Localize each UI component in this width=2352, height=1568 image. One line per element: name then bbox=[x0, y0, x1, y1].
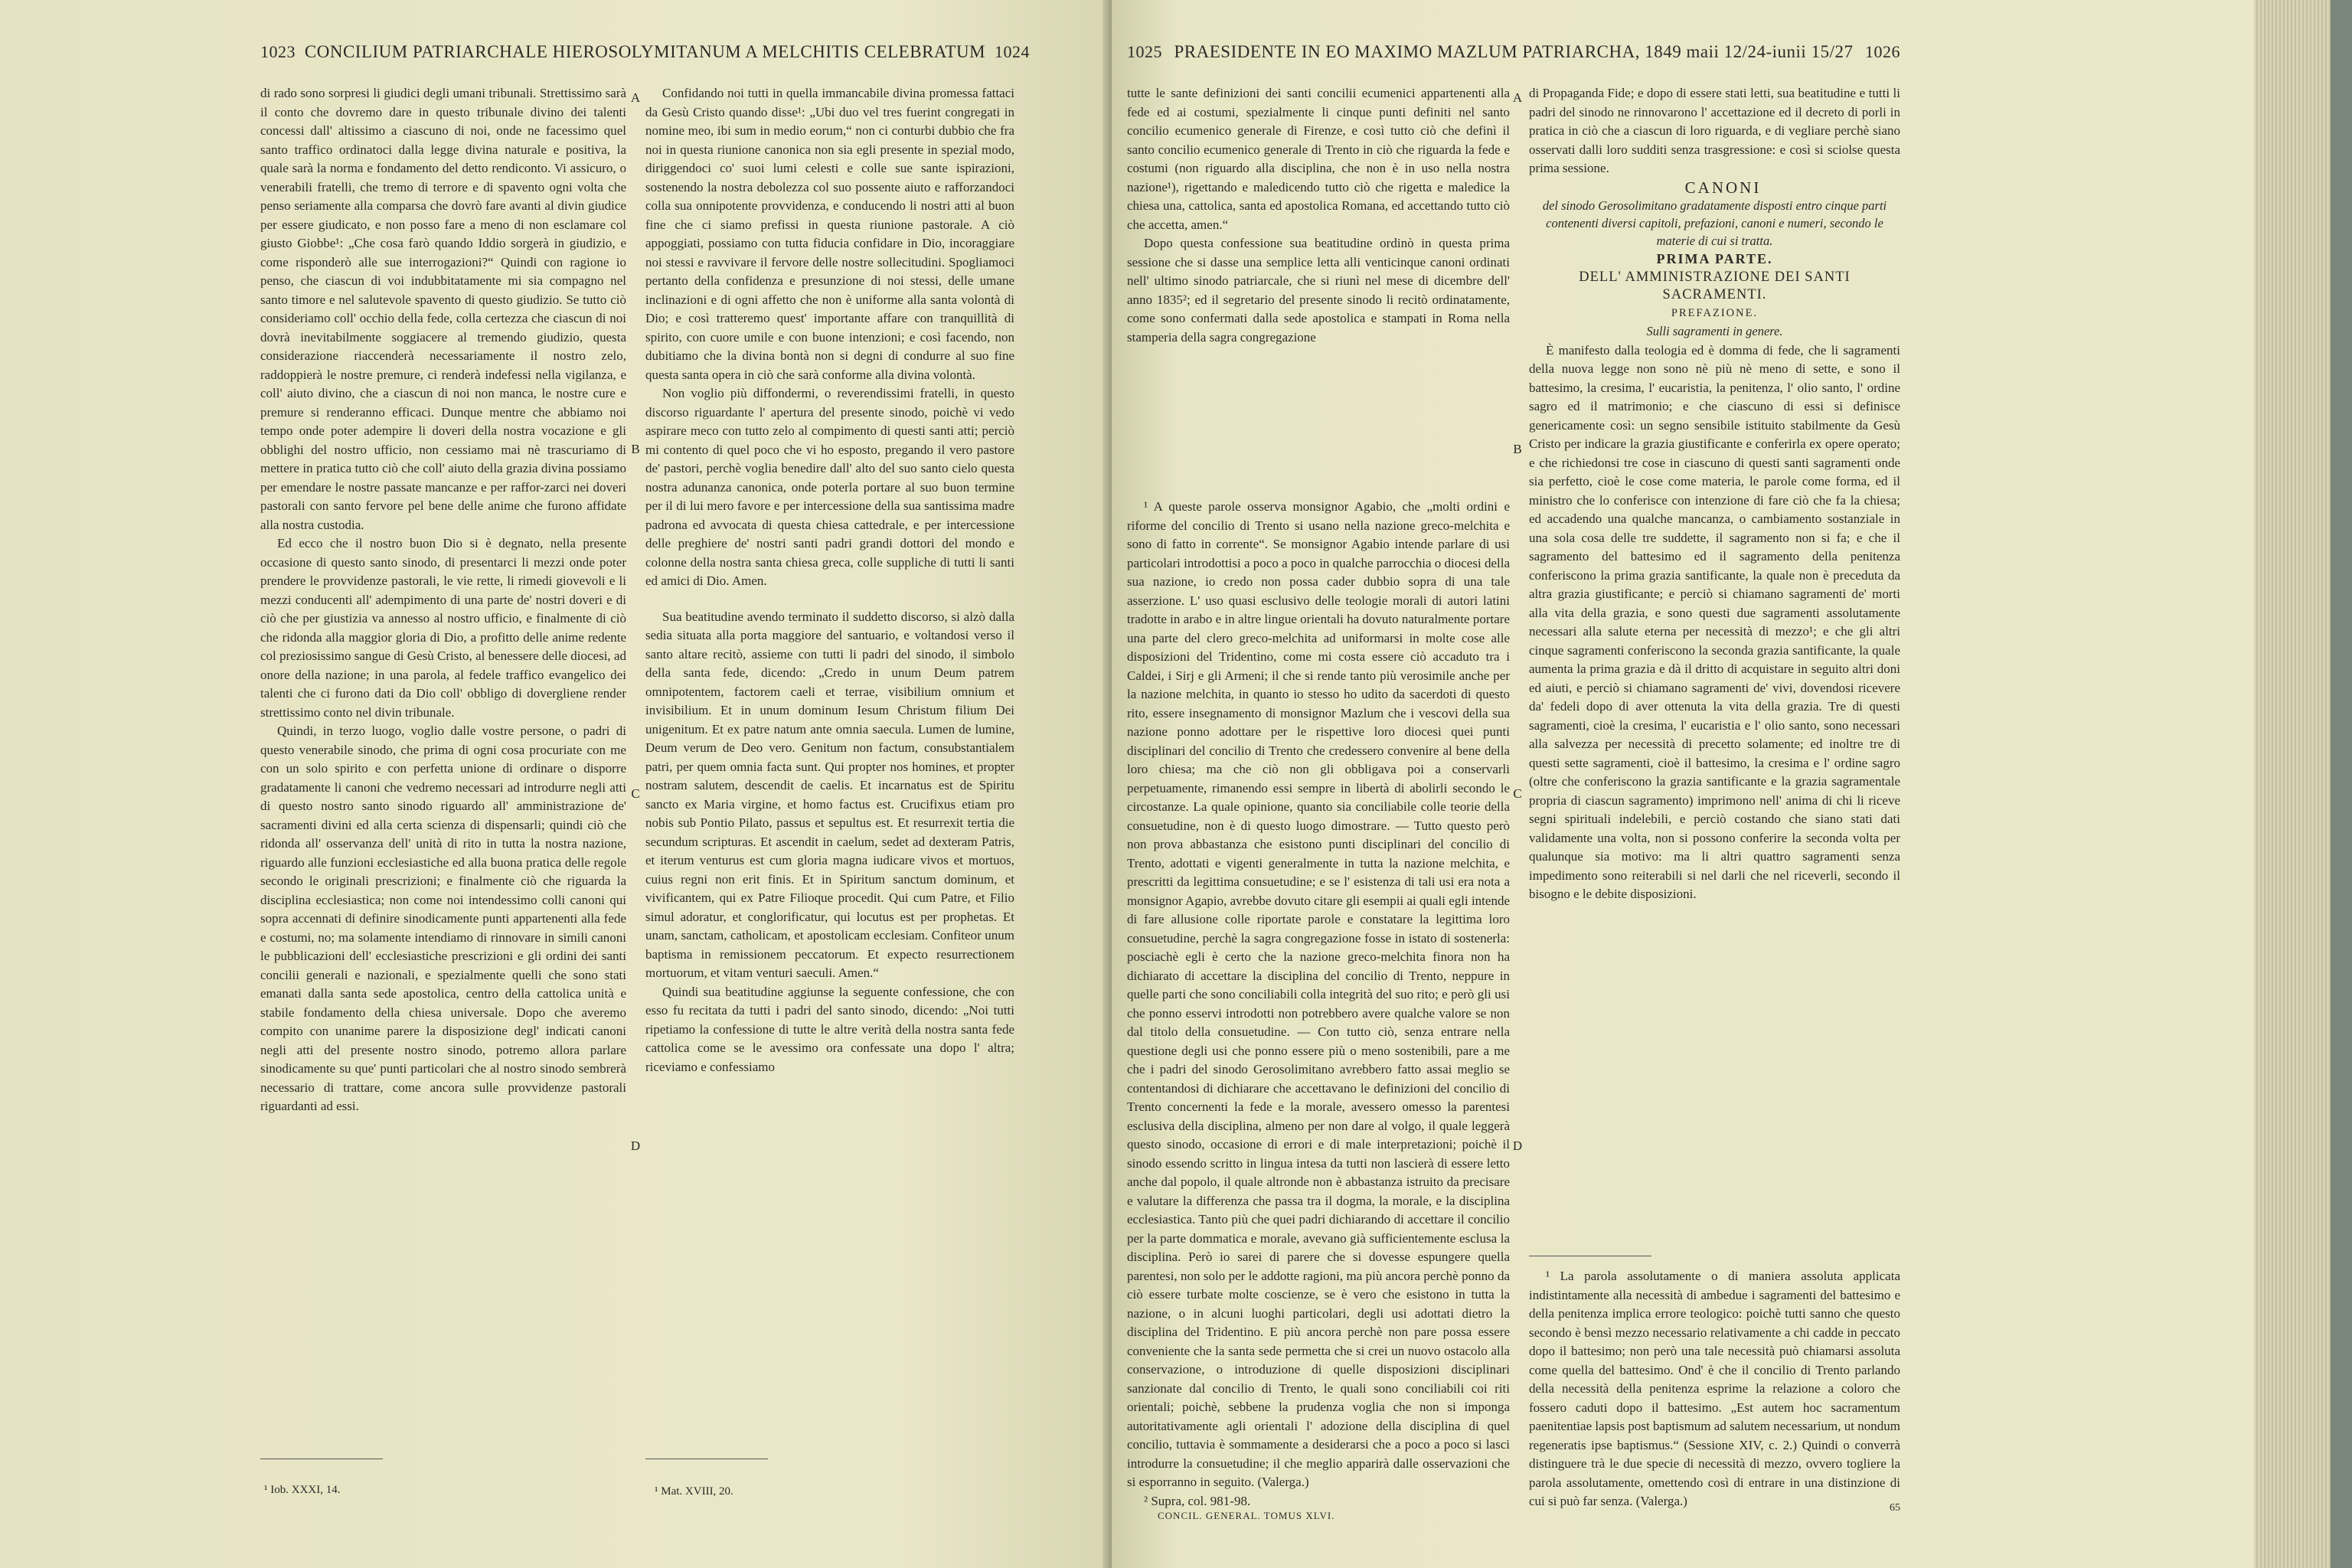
page-edges bbox=[2254, 0, 2352, 1568]
right-page bbox=[1112, 0, 2254, 1568]
footnote: ¹ La parola assolutamente o di maniera assoluta applicata indistintamente alla necessità di ambedue i sagramenti del battesimo e della penitenza implica errore teologico: poichè tutti sanno che questo secondo è bensì mezzo necessario relativamente a chi cadde in peccato dopo il battesimo; non però una tale necessità può chiamarsi assoluta come quella del battesimo. Ond' è che il concilio di Trento parlando della necessità della penitenza esprime la relazione a coloro che fossero caduti dopo il battesimo. „Est autem hoc sacramentum paenitentiae lapsis post baptismum ad salutem necessarium, ut nondum regeneratis ipse baptismus.“ (Sessione XIV, c. 2.) Quindi o converrà distinguere trà le due specie di necessità di mezzo, ovvero togliere la parola assolutamente, omettendo così di entrare in una distinzione di cui si può far senza. (Valerga.) bbox=[1529, 1269, 1900, 1508]
sheet-number: 65 bbox=[1890, 1502, 1900, 1514]
paragraph: Confidando noi tutti in quella immancabile divina promessa fattaci da Gesù Cristo quando disse¹: „Ubi duo vel tres fuerint congregati in nomine meo, ibi sum in medio eorum,“ non ci conturbi dubbio che fra noi in questa riunione canonica non sia egli presente in spezial modo, diriggendoci co' suoi lumi celesti e colle sue sante ispirazioni, sostenendo la nostra debolezza col suo possente aiuto e rafforzandoci colla sua onnipotente provvidenza, e conducendo li nostri atti al buon fine che ci siamo prefissi in questa riunione pastorale. A ciò appoggiati, possiamo con tutta fiducia confidare in Dio, incoraggiare noi stessi e ravvivare il fervore delle nostre sollecitudini. Spogliamoci pertanto della confidenza e presunzione di noi stessi, delle umane inclinazioni e di ogni affetto che non è uniforme alla santa volontà di Dio; e così tratteremo quest' importante affare con tranquillità di spirito, con cuore umile e con buone intenzioni; e così facendo, non dubitiamo che la divina bontà non si degni di condurre al suo fine questa santa opera in ciò che sarà conforme alla divina volontà. bbox=[645, 86, 1014, 382]
paragraph: Quindi sua beatitudine aggiunse la seguente confessione, che con esso fu recitata da tutti i padri del santo sinodo, dicendo: „Noi tutti ripetiamo la confessione di tutte le altre verità della nostra santa fede cattolica come se le avessimo ora confessate una dopo l' altra; riceviamo e confessiamo bbox=[645, 984, 1014, 1074]
left-running-head bbox=[260, 37, 1030, 67]
paragraph: tutte le sante definizioni dei santi concilii ecumenici appartenenti alla fede ed ai costumi, spezialmente li cinque punti definiti nel santo concilio ecumenico generale di Firenze, e così tutto ciò che definì il santo concilio ecumenico generale di Trento in ciò che riguarda la fede e costumi (non riguardo alla disciplina, che non è in uso nella nostra nazione¹), rigettando e maledicendo tutto ciò che rigetta e maledice la chiesa una, cattolica, santa ed apostolica Romana, ed accettando tutto ciò che accetta, amen.“ bbox=[1127, 86, 1510, 232]
margin-marker-b: B bbox=[1513, 442, 1522, 456]
left-column-1 bbox=[260, 84, 626, 1332]
part-heading: PRIMA PARTE. bbox=[1656, 251, 1773, 266]
margin-marker-d: D bbox=[630, 1138, 641, 1153]
margin-marker-a: A bbox=[630, 90, 641, 105]
paragraph: di rado sono sorpresi li giudici degli umani tribunali. Strettissimo sarà il conto che dovremo dare in questo tribunale divino dei talenti concessi dall' altissimo a ciascuno di noi, onde ne facessimo quel santo traffico ordinatoci dalla legge divina naturale e positiva, la quale sarà la norma e fondamento del detto rendiconto. Vi assicuro, o venerabili fratelli, che tremo di terrore e di spavento ogni volta che penso seriamente alla comparsa che dovrò fare avanti al divin giudice per essere giudicato, e non posso fare a meno di non esclamare col giusto Giobbe¹: „Che cosa farò quando Iddio sorgerà in giudizio, e come risponderò alle sue interrogazioni?“ Quindi con ragione io penso, che ciascun di voi indubbitatamente mi sia compagno nel santo timore e nel salutevole spavento di questo giudizio. Se tutto ciò consideriamo coll' occhio della fede, colla certezza che ciascun di noi dovrà inevitabilmente soggiacere al tremendo giudizio, questa considerazione riaccenderà necessariamente il nostro zelo, raddoppierà le nostre premure, ci renderà indefessi nella vigilanza, e coll' aiuto divino, che a ciascun di noi non manca, le nostre cure e premure si renderanno efficaci. Dunque mentre che abbiamo noi tempo onde poter adempire li doveri della nostra vocazione e gli obblighi del nostro ufficio, non cessiamo mai nè trascuriamo di mettere in pratica tutto ciò che coll' aiuto della grazia divina possiamo per emendare le nostre passate mancanze e per raffor-zarci nei doveri pastorali con santo fervore pel bene delle anime che furono affidate alla nostra custodia. bbox=[260, 86, 626, 532]
preface-subtitle: Sulli sagramenti in genere. bbox=[1646, 324, 1783, 338]
canoni-heading: CANONI bbox=[1684, 178, 1762, 197]
paragraph: Dopo questa confessione sua beatitudine ordinò in questa prima sessione che si dasse una semplice letta alli venticinque canoni ordinati nell' ultimo sinodo patriarcale, che si riunì nel mese di dicembre dell' anno 1835²; ed il segretario del presente sinodo li recitò ordinatamente, come sono confermati dalla sede apostolica e stampati in Roma nella stamperia della sagra congregazione bbox=[1127, 236, 1510, 345]
right-page-number-2: 1026 bbox=[1865, 42, 1900, 61]
left-col1-footnote: ¹ Iob. XXXI, 14. bbox=[264, 1484, 341, 1496]
background-band bbox=[2331, 0, 2352, 1568]
right-running-head bbox=[1127, 37, 1900, 67]
right-column-1-footnotes bbox=[1127, 498, 1510, 1516]
left-col2-footnote: ¹ Mat. XVIII, 20. bbox=[655, 1485, 733, 1498]
paragraph: Ed ecco che il nostro buon Dio si è degnato, nella presente occasione di questo santo sinodo, di presentarci li mezzi onde poter prendere le provvidenze pastorali, le vie rette, li rimedi giovevoli e li mezzi conducenti all' adempimento di una parte de' nostri doveri e di ciò che per giustizia va annesso al nostro ufficio, e finalmente di ciò che ridonda alla maggior gloria di Dio, a profitto delle anime redente col preziosissimo sangue di Gesù Cristo, al benessere delle diocesi, ad onore della nazione; in una parola, al fedele traffico evangelico dei talenti che ci furono dati da Dio coll' obbligo di dovergliene render strettissimo conto nel divin tribunale. bbox=[260, 536, 626, 720]
margin-marker-b: B bbox=[631, 442, 640, 456]
paragraph: È manifesto dalla teologia ed è domma di fede, che li sagramenti della nuova legge non sono nè più nè meno di sette, e sono il battesimo, la cresima, l' eucaristia, la penitenza, l' olio santo, l' ordine sagro ed il matrimonio; e che ciascuno di essi si definisce genericamente così: un segno sensibile istituito stabilmente da Gesù Cristo per indicare la grazia giustificante e conferirla ex opere operato; e che richiedonsi tre cose in ciascuno di questi santi sagramenti onde sia perfetto, cioè le cose come materia, le parole come forma, ed il ministro che lo conferisce con intenzione di fare ciò che fa la chiesa; ed accadendo una qualche mancanza, o cambiamento sostanziale in una sola cosa delle tre suddette, il sagramento non si fa; e che il sagramento del battesimo ed il sagramento della penitenza conferiscono la prima grazia santificante, la quale non è preceduta da altra grazia giustificante; e perciò si chiamano sagramenti de' morti alla vita della grazia, e sono questi due sagramenti assolutamente necessari alla salute eterna per necessità di mezzo¹; e che gli altri cinque sagramenti conferiscono la seconda grazia santificante, la quale aumenta la prima grazia e dà il dritto di acquistare in seguito altri doni ed aiuti, e perciò si chiamano sagramenti de' vivi, dovendosi ricevere da' fedeli dopo di aver ottenuta la vita della grazia. Tre di questi sagramenti, cioè la cresima, l' eucaristia e l' olio santo, sono necessari alla salvezza per necessità di precetto solamente; ed inoltre tre di questi sette sagramenti, cioè il battesimo, la cresima e l' ordine sagro (oltre che conferiscono la grazia santificante e la grazia sagramentale propria di ciascun sagramento) imprimono nell' anima di chi li riceve segni spirituali indelebili, e perciò costando che siano stati dati validamente una volta, non si possono conferire la seconda volta per qualunque sia motivo: ma li altri quattro sagramenti senza impedimento sono reiterabili si nel darli che nel riceverli, secondo il bisogno e le debite disposizioni. bbox=[1529, 342, 1900, 901]
right-column-1 bbox=[1127, 84, 1510, 459]
margin-marker-d: D bbox=[1512, 1138, 1523, 1153]
paragraph: di Propaganda Fide; e dopo di essere stati letti, sua beatitudine e tutti li padri del sinodo ne rinnovarono l' accettazione ed il decreto di porli in pratica in ciò che a ciascun di loro riguarda, e di vegliare perchè siano osservati dalli loro sudditi senza trasgressione: e così si sciolse questa prima sessione. bbox=[1529, 86, 1900, 175]
left-running-title: CONCILIUM PATRIARCHALE HIEROSOLYMITANUM A MELCHITIS CELEBRATUM bbox=[304, 42, 986, 61]
canoni-subtitle: del sinodo Gerosolimitano gradatamente disposti entro cinque parti contenenti diversi capitoli, prefazioni, canoni e numeri, secondo le materie di cui si tratta. bbox=[1542, 198, 1887, 248]
paragraph: Sua beatitudine avendo terminato il suddetto discorso, si alzò dalla sedia situata alla porta maggiore del santuario, e voltandosi verso il santo altare recitò, assieme con tutti li padri del sinodo, il simbolo della santa fede, dicendo: „Credo in unum Deum patrem omnipotentem, factorem caeli et terrae, visibilium omnium et invisibilium. Et in unum dominum Iesum Christum filium Dei unigenitum. Et ex patre natum ante omnia saecula. Lumen de lumine, Deum verum de Deo vero. Genitum non factum, consubstantialem patri, per quem omnia facta sunt. Qui propter nos homines, et propter nostram salutem, descendit de caelis. Et incarnatus est de Spiritu sancto ex Maria virgine, et homo factus est. Crucifixus etiam pro nobis sub Pontio Pilato, passus et sepultus est. Et resurrexit tertia die secundum scripturas. Et ascendit in caelum, sedet ad dexteram Patris, et iterum venturus est cum gloria magna iudicare vivos et mortuos, cuius regni non erit finis. Et in Spiritum sanctum dominum, et vivificantem, qui ex Patre Filioque procedit. Qui cum Patre, et Filio simul adoratur, et conglorificatur, qui locutus est per prophetas. Et unam, sanctam, catholicam, et apostolicam ecclesiam. Confiteor unum baptisma in remissionem peccatorum. Et expecto resurrectionem mortuorum, et vitam venturi saeculi. Amen.“ bbox=[645, 609, 1014, 980]
margin-marker-c: C bbox=[1513, 786, 1522, 801]
margin-marker-a: A bbox=[1512, 90, 1523, 105]
left-page-number-2: 1024 bbox=[995, 42, 1030, 61]
left-column-2 bbox=[645, 84, 1014, 1332]
right-page-number-1: 1025 bbox=[1127, 42, 1162, 61]
margin-marker-c: C bbox=[631, 786, 640, 801]
footnote: ¹ A queste parole osserva monsignor Agabio, che „molti ordini e riforme del concilio di Trento si usano nella nazione greco-melchita e sono di fatto in corrente“. Se monsignor Agabio intende parlare di usi particolari introdottisi a poco a poco in qualche parrocchia o diocesi della sua nazione, io credo non possa cader dubbio sopra di una tale asserzione. L' uso quasi esclusivo delle teologie morali di autori latini tradotte in arabo e in altre lingue orientali ha dovuto naturalmente portare una parte del clero greco-melchita ad uniformarsi in molte cose alle disposizioni del Tridentino, come mi costa essere ciò accaduto tra i Caldei, i Sirj e gli Armeni; il che si rende tanto più verosimile anche per la nazione melchita, in quanto io stesso ho udito da sacerdoti di questo rito, essere insegnamento di monsignor Mazlum che i vescovi della sua nazione ponno adottare per le rispettive loro diocesi quei punti disciplinari del concilio di Trento che credessero convenire al bene della loro chiesa; ma che ciò non gli obbligava poi a conservarli perpetuamente, rimanendo essi sempre in libertà di abolirli secondo le circostanze. La quale opinione, quanto sia conciliabile colle teorie della consuetudine, non è di questo luogo dimostrare. — Tutto questo però non prova abbastanza che esistono punti disciplinari del concilio di Trento, adottati e vigenti generalmente in tutta la nazione melchita, e prescritti da legittima consuetudine; e se l' esistenza di tali usi era nota a monsignor Agapio, avrebbe dovuto citare gli esempii ai quali egli intende di fare allusione colle riportate parole e constatare la legittima loro consuetudine, perchè la sagra congregazione fosse in istato di sostenerla: posciachè egli è certo che la nazione greco-melchita finora non ha dichiarato di accettare la disciplina del concilio di Trento, neppure in quelle parti che sono conciliabili colla integrità del suo rito; e però gli usi che ponno esservi introdotti non potrebbero avere qualche valore se non dal titolo della consuetudine. — Con tutto ciò, senza entrare nella questione degli usi che ponno essere più o meno sostenibili, pare a me che i padri del sinodo Gerosolimitano avrebbero fatto assai meglio se contentandosi di dichiarare che accettavano le definizioni del concilio di Trento concernenti la fede e la morale, avessero omesso la parentesi esclusiva della disciplina, almeno per non dare al volgo, il quale leggerà questo sinodo, occasione di errori e di male interpretazioni; poichè il sinodo essendo scritto in lingua intesa da tutti non lascierà di essere letto anche dal popolo, il quale altronde non è abbastanza istruito da precisare e valutare la differenza che passa tra il dogma, la morale, e la disciplina ecclesiastica. Tanto più che quei padri dichiarando di accettare il concilio per la parte dommatica e morale, avevano già sufficientemente esclusa la disciplina. Però io sarei di parere che si dovesse espungere quella parentesi, non solo per le addotte ragioni, ma più ancora perchè ponno da ciò essere turbate molte coscienze, se è vero che esistono in tutta la nazione, o in alcuni luoghi particolari, degli usi adottati dietro la disciplina del Tridentino. E più ancora perchè non pare possa essere conveniente che la santa sede permetta che si crei un nuovo ostacolo alla conservazione, o introduzione di quelle disposizioni disciplinari sanzionate dal concilio di Trento, le quali sono conciliabili coi riti orientali; poichè, sebbene la prudenza voglia che non si imponga autoritativamente agli orientali l' adozione della disciplina di quel concilio, tuttavia è sommamente a desiderarsi che a poco a poco si lasci introdurre la consuetudine; il che meglio apparirà dalle osservazioni che si esporranno in seguito. (Valerga.) bbox=[1127, 499, 1510, 1489]
part-subtitle: DELL' AMMINISTRAZIONE DEI SANTI SACRAMENTI. bbox=[1579, 269, 1851, 302]
footnote: ² Supra, col. 981-98. bbox=[1144, 1493, 1251, 1508]
paragraph: Quindi, in terzo luogo, voglio dalle vostre persone, o padri di questo venerabile sinodo, che prima di ogni cosa procuriate con me con un solo spirito e con perfetta unione di ordinare o disporre gradatamente li canoni che vedremo necessari ad introdurre negli atti di questo nostro santo sinodo riguardo all' amministrazione de' sacramenti divini ed alla certa scienza di dispensarli; quindi ciò che ridonda all' osservanza dell' unità di rito in tutta la nostra nazione, riguardo alle funzioni ecclesiastiche ed alla buona pratica delle regole secondo le originali prescrizioni; e finalmente ciò che riguarda la disciplina ecclesiastica; non come noi intendessimo colli canoni qui sopra accennati di definire sinodicamente punti appartenenti alla fede e costumi, no; ma solamente intendiamo di rinnovare in simili canoni le pubblicazioni dell' ecclesiastiche prescrizioni e gli ordini dei santi concilii generali e nazionali, e spezialmente quelli che sono stati emanati dalla santa sede apostolica, centro della cattolica unità e stabile fondamento della chiesa universale. Dopo che averemo compito con unanime parere la disposizione degl' indicati canoni negli atti del presente nostro sinodo, potremo allora parlare sinodicamente su que' punti particolari che al nostro sinodo sembrerà necessario di trattare, come ancora sulle provvidenze pastorali riguardanti ad essi. bbox=[260, 724, 626, 1113]
left-page-number-1: 1023 bbox=[260, 42, 296, 61]
preface-heading: PREFAZIONE. bbox=[1671, 306, 1759, 319]
paragraph: Non voglio più diffondermi, o reverendissimi fratelli, in questo discorso riguardante l' apertura del presente sinodo, poichè vi vedo aspirare meco con tutto zelo al compimento di questi santi atti; perciò mi contento di quel poco che vi ho esposto, pregando il vero pastore de' pastori, perchè voglia benedire dall' alto del suo santo cielo questa nostra adunanza canonica, onde poterla portare al suo buon termine per il di lui mero favore e per intercessione della sua santissima madre padrona ed avvocata di questa chiesa cattedrale, e per intercessione delle preghiere de' nostri santi padri grandi dottori del mondo e colonne della nostra santa chiesa greca, colle suppliche di tutti li santi ed amici di Dio. Amen. bbox=[645, 386, 1014, 588]
signature-note: CONCIL. GENERAL. TOMUS XLVI. bbox=[1158, 1510, 1335, 1521]
right-running-title: PRAESIDENTE IN EO MAXIMO MAZLUM PATRIARCHA, 1849 maii 12/24-iunii 15/27 bbox=[1174, 42, 1854, 61]
right-column-2 bbox=[1529, 84, 1900, 1248]
left-page bbox=[0, 0, 1110, 1568]
